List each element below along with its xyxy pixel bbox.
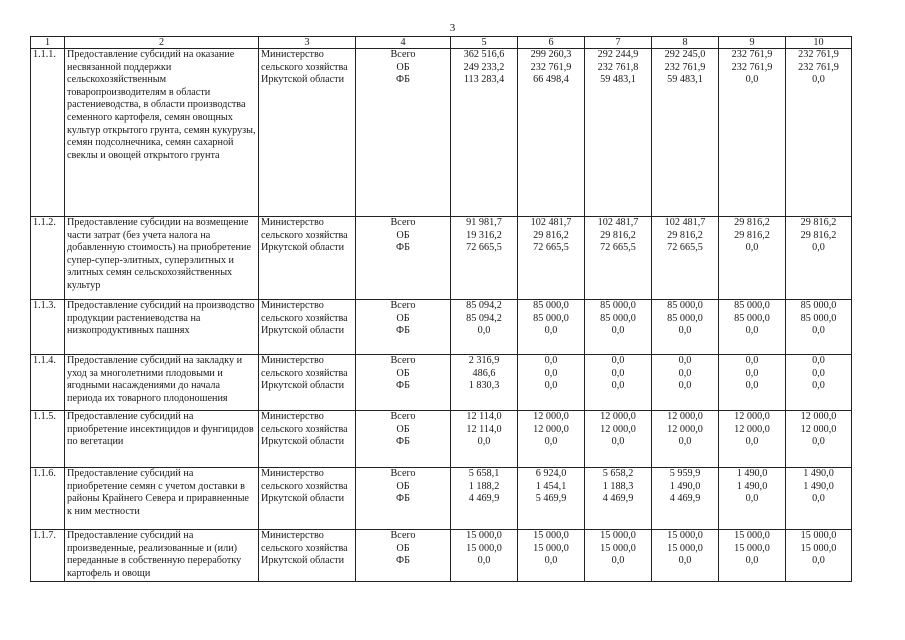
- value: 59 483,1: [667, 74, 703, 86]
- row-number: 1.1.1.: [31, 49, 65, 217]
- value-cell: [719, 300, 786, 355]
- value: 0,0: [745, 436, 759, 448]
- executor: Министерство сельского хозяйства Иркутской области: [259, 49, 356, 217]
- value: 12 000,0: [667, 411, 703, 422]
- value: 232 761,8: [597, 61, 639, 73]
- value: 1 830,3: [468, 380, 500, 392]
- source-label: ФБ: [396, 436, 410, 448]
- value: 5 959,9: [669, 468, 701, 479]
- value: 6 924,0: [535, 468, 567, 479]
- value: 299 260,3: [530, 49, 572, 60]
- value: 102 481,7: [597, 217, 639, 228]
- source-label: ОБ: [396, 229, 410, 241]
- value: 249 233,2: [463, 61, 505, 73]
- value: 102 481,7: [530, 217, 572, 228]
- source-label: Всего: [390, 217, 416, 228]
- value: 15 000,0: [600, 530, 636, 541]
- value: 15 000,0: [533, 530, 569, 541]
- value-cell: [719, 530, 786, 582]
- value-cell: [451, 468, 518, 530]
- value: 15 000,0: [667, 542, 703, 554]
- value: 29 816,2: [800, 217, 837, 228]
- value: 0,0: [812, 555, 825, 567]
- value-cell: [451, 411, 518, 468]
- table-row: [31, 530, 852, 582]
- value: 0,0: [477, 555, 491, 567]
- value: 0,0: [611, 367, 625, 379]
- value: 12 114,0: [466, 423, 502, 435]
- value: 12 000,0: [800, 411, 837, 422]
- value: 85 000,0: [667, 300, 703, 311]
- value: 59 483,1: [600, 74, 636, 86]
- value: 85 000,0: [734, 300, 770, 311]
- value: 0,0: [611, 380, 625, 392]
- value: 15 000,0: [667, 530, 703, 541]
- funding-sources: [356, 530, 451, 582]
- value: 0,0: [611, 436, 625, 448]
- value-cell: [652, 468, 719, 530]
- value: 91 981,7: [466, 217, 502, 228]
- value: 85 000,0: [600, 312, 636, 324]
- column-header: 9: [719, 37, 786, 49]
- value: 1 490,0: [669, 480, 701, 492]
- value-cell: [585, 411, 652, 468]
- value: 4 469,9: [468, 493, 500, 505]
- column-header: 10: [786, 37, 852, 49]
- value: 72 665,5: [667, 242, 703, 254]
- measure-name: Предоставление субсидий на закладку и уход за многолетними плодовыми и ягодными насаждениями до начала периода их товарного плодоношения: [65, 355, 259, 411]
- value: 232 761,9: [664, 61, 706, 73]
- value: 72 665,5: [533, 242, 569, 254]
- value: 12 000,0: [800, 423, 837, 435]
- value: 29 816,2: [533, 229, 569, 241]
- value: 0,0: [812, 380, 825, 392]
- value: 2 316,9: [468, 355, 500, 366]
- value-cell: [585, 217, 652, 300]
- value: 0,0: [544, 436, 558, 448]
- value: 0,0: [812, 493, 825, 505]
- value: 0,0: [678, 380, 692, 392]
- value: 0,0: [745, 380, 759, 392]
- value-cell: [518, 49, 585, 217]
- source-label: ОБ: [396, 542, 410, 554]
- value: 486,6: [472, 367, 496, 379]
- value: 29 816,2: [734, 217, 770, 228]
- value: 0,0: [812, 367, 825, 379]
- value: 0,0: [544, 555, 558, 567]
- value: 292 244,9: [597, 49, 639, 60]
- value: 4 469,9: [669, 493, 701, 505]
- funding-sources: [356, 217, 451, 300]
- source-label: ОБ: [396, 423, 410, 435]
- value-cell: [786, 49, 852, 217]
- value-cell: [585, 49, 652, 217]
- funding-sources: [356, 468, 451, 530]
- value: 0,0: [812, 355, 825, 366]
- value: 66 498,4: [533, 74, 569, 86]
- column-header: 1: [31, 37, 65, 49]
- value: 232 761,9: [731, 49, 773, 60]
- executor: Министерство сельского хозяйства Иркутской области: [259, 355, 356, 411]
- table-row: [31, 49, 852, 217]
- value: 12 000,0: [600, 411, 636, 422]
- value: 29 816,2: [800, 229, 837, 241]
- value-cell: [719, 468, 786, 530]
- value: 85 000,0: [600, 300, 636, 311]
- value: 12 000,0: [600, 423, 636, 435]
- value: 85 000,0: [533, 300, 569, 311]
- row-number: 1.1.4.: [31, 355, 65, 411]
- value: 0,0: [477, 325, 491, 337]
- measure-name: Предоставление субсидий на оказание несвязанной поддержки сельскохозяйственным товаропроизводителям в области растениеводства, в области производства семенного картофеля, семян овощных культур открытого грунта, семян кукурузы, семян подсолнечника, семян сахарной свеклы и овощей открытого грунта: [65, 49, 259, 217]
- source-label: Всего: [390, 411, 416, 422]
- value: 85 000,0: [533, 312, 569, 324]
- column-header: 2: [65, 37, 259, 49]
- value: 1 490,0: [803, 480, 834, 492]
- value: 0,0: [745, 555, 759, 567]
- table-row: [31, 217, 852, 300]
- value-cell: [585, 468, 652, 530]
- value: 85 000,0: [734, 312, 770, 324]
- value: 12 114,0: [466, 411, 502, 422]
- value: 4 469,9: [602, 493, 634, 505]
- value: 12 000,0: [734, 423, 770, 435]
- value: 85 000,0: [667, 312, 703, 324]
- row-number: 1.1.6.: [31, 468, 65, 530]
- row-number: 1.1.2.: [31, 217, 65, 300]
- value: 232 761,9: [798, 49, 839, 60]
- value-cell: [652, 530, 719, 582]
- value: 29 816,2: [667, 229, 703, 241]
- value-cell: [518, 217, 585, 300]
- funding-sources: [356, 355, 451, 411]
- value: 29 816,2: [600, 229, 636, 241]
- source-label: Всего: [390, 300, 416, 311]
- value: 5 658,2: [602, 468, 634, 479]
- column-header: 8: [652, 37, 719, 49]
- value-cell: [786, 411, 852, 468]
- row-number: 1.1.3.: [31, 300, 65, 355]
- executor: Министерство сельского хозяйства Иркутской области: [259, 300, 356, 355]
- source-label: Всего: [390, 468, 416, 479]
- value: 19 316,2: [466, 229, 502, 241]
- source-label: Всего: [390, 530, 416, 541]
- value-cell: [518, 355, 585, 411]
- value-cell: [652, 300, 719, 355]
- source-label: ОБ: [396, 480, 410, 492]
- funding-sources: [356, 411, 451, 468]
- column-number-row: [31, 37, 852, 49]
- value: 5 469,9: [535, 493, 567, 505]
- value: 292 245,0: [664, 49, 706, 60]
- value: 0,0: [745, 493, 759, 505]
- value: 15 000,0: [533, 542, 569, 554]
- column-header: 3: [259, 37, 356, 49]
- source-label: Всего: [390, 355, 416, 366]
- value-cell: [786, 530, 852, 582]
- value: 12 000,0: [734, 411, 770, 422]
- value: 12 000,0: [533, 411, 569, 422]
- table-row: [31, 468, 852, 530]
- value-cell: [451, 530, 518, 582]
- value: 15 000,0: [734, 530, 770, 541]
- column-header: 5: [451, 37, 518, 49]
- value: 232 761,9: [798, 61, 839, 73]
- value: 0,0: [678, 436, 692, 448]
- source-label: ОБ: [396, 61, 410, 73]
- source-label: ФБ: [396, 555, 410, 567]
- value: 0,0: [678, 325, 692, 337]
- value-cell: [585, 530, 652, 582]
- value: 15 000,0: [600, 542, 636, 554]
- funding-sources: [356, 300, 451, 355]
- value: 0,0: [544, 355, 558, 366]
- source-label: ОБ: [396, 367, 410, 379]
- value: 15 000,0: [466, 530, 502, 541]
- value: 102 481,7: [664, 217, 706, 228]
- source-label: ФБ: [396, 493, 410, 505]
- value: 72 665,5: [466, 242, 502, 254]
- value: 0,0: [477, 436, 491, 448]
- source-label: ФБ: [396, 325, 410, 337]
- value: 0,0: [611, 325, 625, 337]
- source-label: ФБ: [396, 74, 410, 86]
- value: 15 000,0: [734, 542, 770, 554]
- value-cell: [518, 411, 585, 468]
- value: 362 516,6: [463, 49, 505, 60]
- value-cell: [786, 217, 852, 300]
- value: 12 000,0: [667, 423, 703, 435]
- measure-name: Предоставление субсидий на приобретение семян с учетом доставки в районы Крайнего Севера и приравненные к ним местности: [65, 468, 259, 530]
- value: 1 490,0: [736, 480, 768, 492]
- value: 1 490,0: [736, 468, 768, 479]
- value-cell: [719, 217, 786, 300]
- value-cell: [518, 530, 585, 582]
- source-label: ОБ: [396, 312, 410, 324]
- value: 72 665,5: [600, 242, 636, 254]
- value: 1 490,0: [803, 468, 834, 479]
- page-number: 3: [449, 22, 456, 34]
- value: 29 816,2: [734, 229, 770, 241]
- value-cell: [786, 468, 852, 530]
- value: 5 658,1: [468, 468, 500, 479]
- table-row: [31, 411, 852, 468]
- value: 0,0: [812, 325, 825, 337]
- table-row: [31, 300, 852, 355]
- value-cell: [786, 300, 852, 355]
- executor: Министерство сельского хозяйства Иркутской области: [259, 530, 356, 582]
- source-label: ФБ: [396, 242, 410, 254]
- value: 85 094,2: [466, 312, 502, 324]
- value-cell: [451, 300, 518, 355]
- row-number: 1.1.7.: [31, 530, 65, 582]
- funding-sources: [356, 49, 451, 217]
- value: 15 000,0: [466, 542, 502, 554]
- value-cell: [652, 411, 719, 468]
- value-cell: [652, 355, 719, 411]
- value: 85 094,2: [466, 300, 502, 311]
- value: 0,0: [678, 367, 692, 379]
- value: 0,0: [544, 367, 558, 379]
- column-header: 6: [518, 37, 585, 49]
- value-cell: [719, 49, 786, 217]
- measure-name: Предоставление субсидий на приобретение инсектицидов и фунгицидов по вегетации: [65, 411, 259, 468]
- value: 1 188,3: [602, 480, 634, 492]
- value-cell: [585, 300, 652, 355]
- executor: Министерство сельского хозяйства Иркутской области: [259, 217, 356, 300]
- value: 15 000,0: [800, 542, 837, 554]
- value: 0,0: [611, 555, 625, 567]
- value: 113 283,4: [463, 74, 505, 86]
- value: 12 000,0: [533, 423, 569, 435]
- value: 1 188,2: [468, 480, 500, 492]
- value-cell: [719, 355, 786, 411]
- value: 0,0: [745, 367, 759, 379]
- measure-name: Предоставление субсидии на возмещение части затрат (без учета налога на добавленную стоимость) на приобретение супер-супер-элитных, суперэлитных и элитных семян сельскохозяйственных культур: [65, 217, 259, 300]
- value: 0,0: [745, 355, 759, 366]
- value: 0,0: [678, 355, 692, 366]
- row-number: 1.1.5.: [31, 411, 65, 468]
- measure-name: Предоставление субсидий на произведенные, реализованные и (или) переданные в собственную переработку картофель и овощи: [65, 530, 259, 582]
- measure-name: Предоставление субсидий на производство продукции растениеводства на низкопродуктивных пашнях: [65, 300, 259, 355]
- column-header: 7: [585, 37, 652, 49]
- budget-table: [30, 36, 852, 582]
- value: 0,0: [678, 555, 692, 567]
- value-cell: [652, 49, 719, 217]
- executor: Министерство сельского хозяйства Иркутской области: [259, 411, 356, 468]
- value: 0,0: [745, 242, 759, 254]
- value: 0,0: [812, 436, 825, 448]
- value-cell: [451, 217, 518, 300]
- value-cell: [518, 300, 585, 355]
- value: 0,0: [544, 325, 558, 337]
- value: 0,0: [812, 74, 825, 86]
- value-cell: [451, 49, 518, 217]
- value: 0,0: [544, 380, 558, 392]
- value: 232 761,9: [530, 61, 572, 73]
- column-header: 4: [356, 37, 451, 49]
- value: 85 000,0: [800, 312, 837, 324]
- value: 0,0: [745, 74, 759, 86]
- value-cell: [518, 468, 585, 530]
- value: 85 000,0: [800, 300, 837, 311]
- value: 15 000,0: [800, 530, 837, 541]
- value-cell: [451, 355, 518, 411]
- value: 0,0: [745, 325, 759, 337]
- value-cell: [786, 355, 852, 411]
- value: 1 454,1: [535, 480, 567, 492]
- value-cell: [719, 411, 786, 468]
- value: 0,0: [812, 242, 825, 254]
- value: 0,0: [611, 355, 625, 366]
- table-row: [31, 355, 852, 411]
- source-label: ФБ: [396, 380, 410, 392]
- value-cell: [652, 217, 719, 300]
- source-label: Всего: [390, 49, 416, 60]
- executor: Министерство сельского хозяйства Иркутской области: [259, 468, 356, 530]
- value-cell: [585, 355, 652, 411]
- value: 232 761,9: [731, 61, 773, 73]
